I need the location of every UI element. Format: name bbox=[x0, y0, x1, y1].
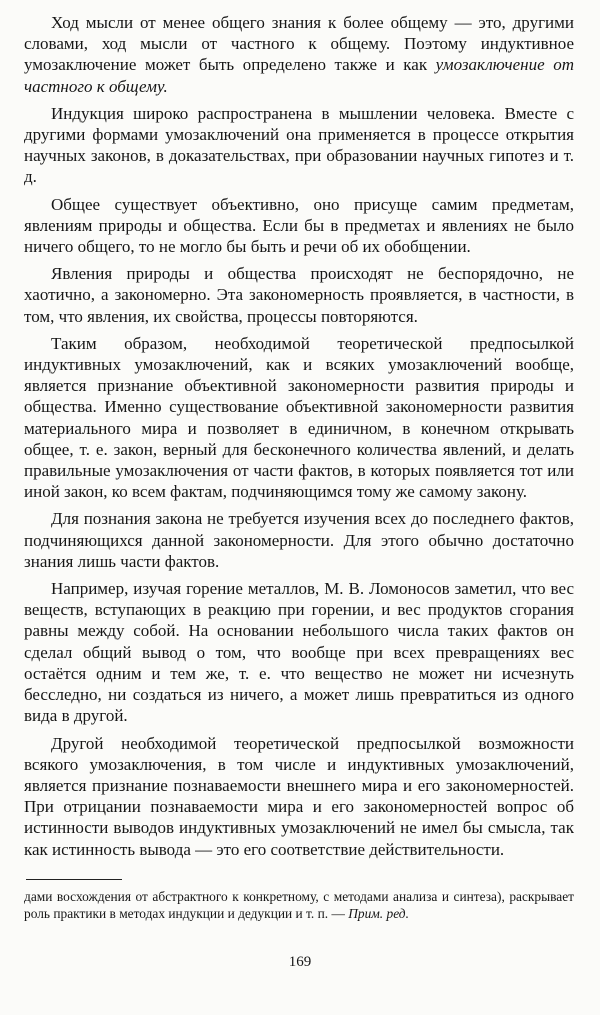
footnote-divider bbox=[26, 879, 122, 880]
main-text bbox=[24, 12, 574, 866]
page-number: 169 bbox=[288, 954, 312, 970]
paragraph-8: Другой необходимой теоретической предпосылкой возможности всякого умозаключения, в том числе и индуктивных умозаключений, является признание познаваемости внешнего мира и его закономерностей. При отрицании познаваемости мира и его закономерностей вопрос об истинности выводов индуктивных умозаключений не имел бы смысла, так как истинность вывода — это его соответствие действительности. bbox=[24, 733, 574, 859]
paragraph-7: Например, изучая горение металлов, М. В. Ломоносов заметил, что вес веществ, вступающих в реакцию при горении, и вес продуктов сгорания равны между собой. На основании небольшого числа таких фактов он сделал общий вывод о том, что вообще при всех превращениях вес остаётся одним и тем же, т. е. что вещество не может ни исчезнуть бесследно, ни создаться из ничего, а может лишь превратиться из одного вида в другой. bbox=[24, 579, 574, 726]
paragraph-1-emphasis: умозаключение от частного к общему. bbox=[24, 55, 574, 96]
paragraph-1-text: Ход мысли от менее общего знания к более общему — это, другими словами, ход мысли от частного к общему. Поэтому индуктивное умозаключение может быть определено также и как bbox=[24, 13, 574, 75]
paragraph-6: Для познания закона не требуется изучения всех до последнего фактов, подчиняющихся данной закономерности. Для этого обычно достаточно знания лишь части фактов. bbox=[24, 509, 574, 571]
paragraph-3: Общее существует объективно, оно присуще самим предметам, явлениям природы и общества. Если бы в предметах и явлениях не было ничего общего, то не могло бы быть и речи об их обобщении. bbox=[24, 194, 574, 257]
paragraph-4: Явления природы и общества происходят не беспорядочно, не хаотично, а закономерно. Эта закономерность проявляется, в частности, в том, что явления, их свойства, процессы повторяются. bbox=[24, 264, 574, 326]
footnote bbox=[24, 888, 574, 922]
footnote-text: дами восхождения от абстрактного к конкретному, с методами анализа и синтеза), раскрывает роль практики в методах индукции и дедукции и т. п. — bbox=[24, 889, 574, 921]
paragraph-2: Индукция широко распространена в мышлении человека. Вместе с другими формами умозаключений она применяется в процессе открытия научных законов, в доказательствах, при образовании научных гипотез и т. д. bbox=[24, 103, 574, 187]
paragraph-1 bbox=[24, 12, 574, 97]
footnote-editor-note: Прим. ред. bbox=[348, 906, 409, 921]
paragraph-5: Таким образом, необходимой теоретической предпосылкой индуктивных умозаключений, как и всяких умозаключений вообще, является признание объективной закономерности развития природы и общества. Именно существование объективной закономерности развития материального мира и позволяет в единичном, в конечном открывать общее, т. е. закон, верный для бесконечного количества явлений, и делать правильные умозаключения от части фактов, в которых появляется тот или иной закон, ко всем фактам, подчиняющимся тому же самому закону. bbox=[24, 333, 574, 502]
